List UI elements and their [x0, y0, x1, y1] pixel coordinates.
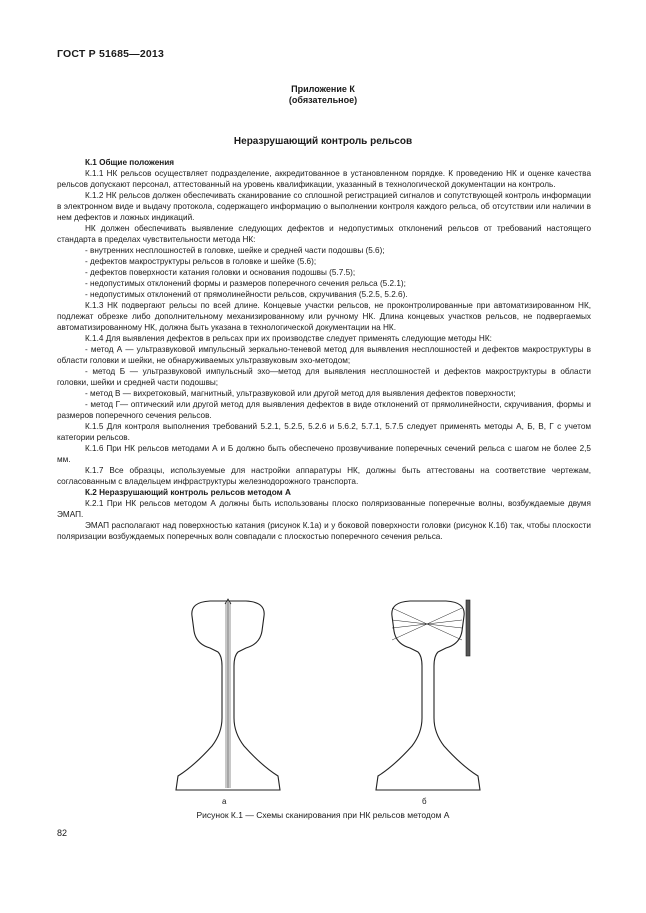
paragraph: - дефектов поверхности катания головки и основания подошвы (5.7.5);	[85, 268, 356, 277]
appendix-title: Приложение К	[291, 84, 355, 94]
paragraph: К.1.5 Для контроля выполнения требований 5.2.1, 5.2.5, 5.2.6 и 5.6.2, 5.7.1, 5.7.5 следует применять методы А, Б, В, Г с учетом категории рельсов.	[57, 422, 591, 442]
paragraph: ЭМАП располагают над поверхностью катания (рисунок К.1а) и у боковой поверхности головки (рисунок К.1б) так, чтобы плоскости поляризации возбуждаемых поперечных волн совпадали с плоскостью поперечного сечения рельса.	[57, 521, 591, 541]
paragraph: - метод Б — ультразвуковой импульсный эхо—метод для выявления несплошностей и дефектов макроструктуры в области головки, шейки и средней части подошвы;	[57, 367, 591, 387]
document-code: ГОСТ Р 51685—2013	[57, 48, 165, 60]
paragraph: НК должен обеспечивать выявление следующих дефектов и недопустимых отклонений рельсов от требований настоящего стандарта в пределах чувствительности метода НК:	[57, 224, 591, 244]
figure-label-a: а	[222, 797, 227, 806]
rail-profile-a	[176, 599, 280, 790]
paragraph: К.1.2 НК рельсов должен обеспечивать сканирование со сплошной регистрацией сигналов и сопутствующей контроль информации в электронном виде и выдачу протокола, содержащего информацию о выполнении контроля каждого рельса, об отсутствии или наличии в нем дефектов и ложных индикаций.	[57, 191, 591, 222]
section-heading: К.1 Общие положения	[85, 158, 175, 167]
paragraph: К.1.6 При НК рельсов методами А и Б должно быть обеспечено прозвучивание поперечных сечений рельса с шагом не более 2,5 мм.	[57, 444, 591, 464]
paragraph: - метод В — вихретоковый, магнитный, ультразвуковой или другой метод для выявления дефектов поверхности;	[85, 389, 516, 398]
paragraph: К.1.4 Для выявления дефектов в рельсах при их производстве следует применять следующие методы НК:	[85, 334, 492, 343]
section-title: Неразрушающий контроль рельсов	[233, 136, 413, 147]
paragraph: К.1.3 НК подвергают рельсы по всей длине. Концевые участки рельсов, не проконтролированные при автоматизированном НК, подлежат обрезке либо дополнительному механизированному или ручному НК. Длина концевых участков рельсов, не подвергаемых автоматизированному НК, должна быть указана в технологической документации на НК.	[57, 301, 591, 332]
appendix-status: (обязательное)	[288, 95, 358, 105]
rail-profile-b	[376, 600, 480, 790]
rail-scanning-figure	[170, 598, 490, 808]
paragraph: - дефектов макроструктуры рельсов в головке и шейке (5.6);	[85, 257, 317, 266]
figure-caption: Рисунок К.1 — Схемы сканирования при НК рельсов методом А	[196, 810, 450, 820]
paragraph: К.1.7 Все образцы, используемые для настройки аппаратуры НК, должны быть аттестованы на соответствие чертежам, согласованным с владельцем инфраструктуры железнодорожного транспорта.	[57, 466, 591, 486]
figure-label-b: б	[422, 797, 427, 806]
paragraph: К.2.1 При НК рельсов методом А должны быть использованы плоско поляризованные поперечные волны, возбуждаемые двумя ЭМАП.	[57, 499, 591, 519]
body-text	[57, 157, 591, 542]
page-number: 82	[57, 828, 68, 838]
paragraph: - метод А — ультразвуковой импульсный зеркально-теневой метод для выявления несплошностей и дефектов макроструктуры в области головки и шейки, не обнаруживаемых ультразвуковым эхо-методом;	[57, 345, 591, 365]
paragraph: - недопустимых отклонений от прямолинейности рельсов, скручивания (5.2.5, 5.2.6).	[85, 290, 408, 299]
paragraph: - внутренних несплошностей в головке, шейке и средней части подошвы (5.6);	[85, 246, 385, 255]
section-heading: К.2 Неразрушающий контроль рельсов методом А	[85, 488, 291, 497]
paragraph: - метод Г— оптический или другой метод для выявления дефектов в виде отклонений от прямолинейности, скручивания, формы и размеров поперечного сечения рельсов.	[57, 400, 591, 420]
paragraph: - недопустимых отклонений формы и размеров поперечного сечения рельса (5.2.1);	[85, 279, 406, 288]
paragraph: К.1.1 НК рельсов осуществляет подразделение, аккредитованное в установленном порядке. К проведению НК и оценке качества рельсов допускают персонал, аттестованный на уровень квалификации, указанный в технологической документации на контроль.	[57, 169, 591, 189]
